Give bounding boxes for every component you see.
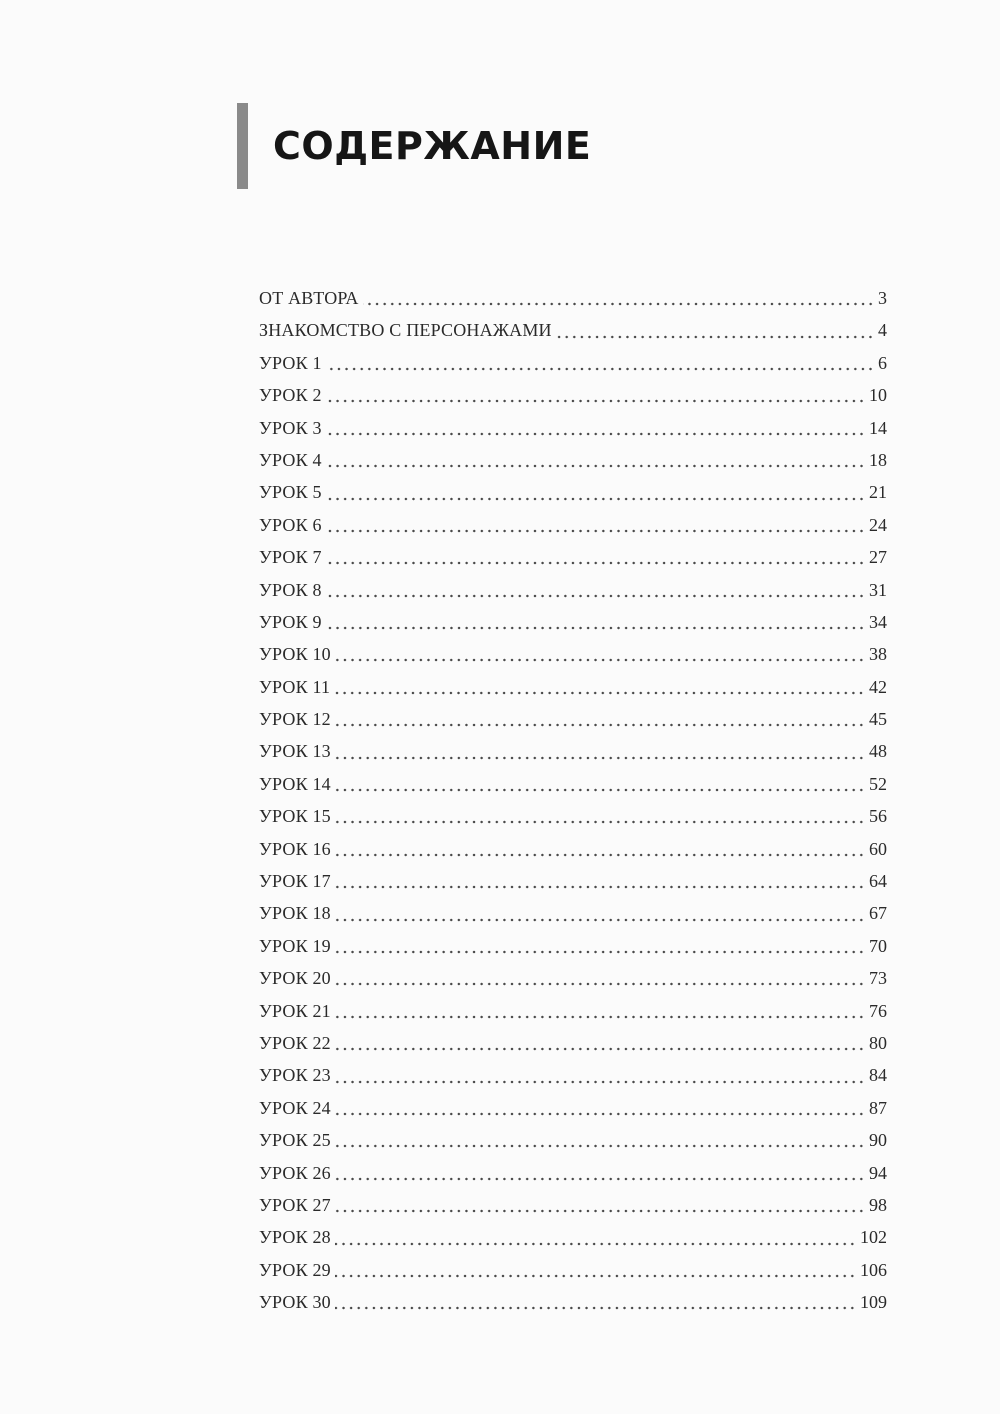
toc-dot-leader <box>335 1274 856 1278</box>
toc-entry-page-number: 18 <box>869 449 887 470</box>
toc-entry-page-number: 76 <box>869 1000 887 1021</box>
toc-entry-page-number: 34 <box>869 611 887 632</box>
toc-entry-title: ЗНАКОМСТВО С ПЕРСОНАЖАМИ <box>259 320 552 341</box>
toc-entry-title: УРОК 9 <box>259 611 322 632</box>
toc-entry-page-number: 31 <box>869 579 887 600</box>
toc-entry-page-number: 84 <box>869 1065 887 1086</box>
toc-entry[interactable] <box>259 574 887 606</box>
toc-entry[interactable] <box>259 1189 887 1221</box>
toc-entry-title: УРОК 23 <box>259 1065 331 1086</box>
toc-entry-page-number: 70 <box>869 935 887 956</box>
toc-entry-page-number: 52 <box>869 773 887 794</box>
toc-dot-leader <box>326 529 865 533</box>
toc-dot-leader <box>335 918 865 922</box>
toc-entry-title: ОТ АВТОРА <box>259 288 359 308</box>
toc-entry-title: УРОК 29 <box>259 1259 331 1280</box>
toc-entry-page-number: 64 <box>869 871 887 892</box>
toc-entry-page-number: 80 <box>869 1032 887 1053</box>
toc-dot-leader <box>335 723 865 727</box>
toc-dot-leader <box>326 432 865 436</box>
toc-dot-leader <box>335 885 865 889</box>
toc-entry-title: УРОК 26 <box>259 1162 331 1183</box>
toc-entry-title: УРОК 27 <box>259 1194 331 1215</box>
toc-dot-leader <box>335 1242 856 1246</box>
toc-entry-page-number: 67 <box>869 903 887 924</box>
toc-dot-leader <box>335 1209 865 1213</box>
toc-entry-page-number: 109 <box>860 1292 887 1313</box>
toc-entry-page-number: 21 <box>869 482 887 503</box>
toc-entry-title: УРОК 13 <box>259 741 331 762</box>
toc-entry-title: УРОК 21 <box>259 1000 331 1021</box>
toc-entry[interactable] <box>259 412 887 444</box>
toc-entry[interactable] <box>259 995 887 1027</box>
toc-entry-title: УРОК 12 <box>259 709 331 730</box>
toc-entry[interactable] <box>259 930 887 962</box>
toc-entry[interactable] <box>259 314 887 346</box>
toc-entry-title: УРОК 18 <box>259 903 331 924</box>
toc-entry[interactable] <box>259 509 887 541</box>
toc-entry[interactable] <box>259 1221 887 1253</box>
toc-entry-title: УРОК 24 <box>259 1097 331 1118</box>
toc-entry-title: УРОК 4 <box>259 449 322 470</box>
toc-entry-page-number: 56 <box>869 806 887 827</box>
toc-entry-page-number: 90 <box>869 1130 887 1151</box>
toc-entry-title: УРОК 3 <box>259 417 322 438</box>
toc-dot-leader <box>363 302 874 306</box>
toc-entry-page-number: 60 <box>869 838 887 859</box>
toc-entry-page-number: 42 <box>869 676 887 697</box>
toc-dot-leader <box>335 658 865 662</box>
toc-entry[interactable] <box>259 1286 887 1318</box>
toc-dot-leader <box>335 1015 865 1019</box>
toc-entry-page-number: 38 <box>869 644 887 665</box>
toc-entry[interactable] <box>259 962 887 994</box>
toc-entry-page-number: 94 <box>869 1162 887 1183</box>
toc-entry-title: УРОК 20 <box>259 968 331 989</box>
toc-dot-leader <box>326 561 865 565</box>
toc-dot-leader <box>335 1306 856 1310</box>
toc-entry-title: УРОК 16 <box>259 838 331 859</box>
toc-entry[interactable] <box>259 671 887 703</box>
toc-dot-leader <box>335 756 865 760</box>
toc-dot-leader <box>335 1112 865 1116</box>
toc-dot-leader <box>335 950 865 954</box>
toc-entry-title: УРОК 22 <box>259 1032 331 1053</box>
toc-entry-title: УРОК 10 <box>259 644 331 665</box>
toc-entry[interactable] <box>259 897 887 929</box>
toc-dot-leader <box>335 820 865 824</box>
toc-entry-page-number: 24 <box>869 514 887 535</box>
toc-entry-title: УРОК 15 <box>259 806 331 827</box>
toc-entry[interactable] <box>259 1254 887 1286</box>
toc-dot-leader <box>326 594 865 598</box>
toc-dot-leader <box>335 1080 865 1084</box>
toc-entry[interactable] <box>259 1157 887 1189</box>
toc-entry[interactable] <box>259 444 887 476</box>
toc-entry-page-number: 3 <box>878 288 887 308</box>
toc-entry-title: УРОК 19 <box>259 935 331 956</box>
toc-entry[interactable] <box>259 768 887 800</box>
toc-entry-page-number: 102 <box>860 1227 887 1248</box>
page-title: СОДЕРЖАНИЕ <box>273 124 592 168</box>
toc-dot-leader <box>556 335 874 339</box>
toc-entry[interactable] <box>259 379 887 411</box>
toc-dot-leader <box>326 399 865 403</box>
toc-entry-page-number: 106 <box>860 1259 887 1280</box>
toc-entry[interactable] <box>259 282 887 314</box>
toc-entry-title: УРОК 7 <box>259 547 322 568</box>
toc-entry[interactable] <box>259 735 887 767</box>
toc-entry-page-number: 27 <box>869 547 887 568</box>
toc-dot-leader <box>335 788 865 792</box>
toc-entry[interactable] <box>259 1059 887 1091</box>
toc-entry[interactable] <box>259 541 887 573</box>
toc-dot-leader <box>334 691 865 695</box>
toc-entry[interactable] <box>259 638 887 670</box>
toc-entry[interactable] <box>259 800 887 832</box>
toc-entry-title: УРОК 30 <box>259 1292 331 1313</box>
toc-dot-leader <box>335 853 865 857</box>
toc-entry[interactable] <box>259 476 887 508</box>
toc-entry[interactable] <box>259 833 887 865</box>
toc-entry-page-number: 10 <box>869 385 887 406</box>
toc-dot-leader <box>335 1047 865 1051</box>
toc-entry-title: УРОК 11 <box>259 676 331 697</box>
toc-entry-page-number: 73 <box>869 968 887 989</box>
toc-entry[interactable] <box>259 865 887 897</box>
toc-dot-leader <box>335 982 865 986</box>
toc-entry-title: УРОК 8 <box>259 579 322 600</box>
toc-entry-title: УРОК 17 <box>259 871 331 892</box>
toc-dot-leader <box>326 367 874 371</box>
toc-entry[interactable] <box>259 347 887 379</box>
toc-dot-leader <box>326 626 865 630</box>
toc-entry-page-number: 87 <box>869 1097 887 1118</box>
toc-entry[interactable] <box>259 1092 887 1124</box>
toc-entry-title: УРОК 1 <box>259 352 322 373</box>
toc-entry-title: УРОК 6 <box>259 514 322 535</box>
toc-entry[interactable] <box>259 606 887 638</box>
toc-dot-leader <box>335 1144 865 1148</box>
toc-entry-page-number: 4 <box>878 320 887 341</box>
toc-entry-title: УРОК 5 <box>259 482 322 503</box>
toc-entry-title: УРОК 25 <box>259 1130 331 1151</box>
heading-accent-bar <box>237 103 248 189</box>
toc-entry[interactable] <box>259 1124 887 1156</box>
toc-entry-title: УРОК 28 <box>259 1227 331 1248</box>
toc-entry-title: УРОК 2 <box>259 385 322 406</box>
toc-entry-title: УРОК 14 <box>259 773 331 794</box>
toc-dot-leader <box>335 1177 865 1181</box>
toc-entry-page-number: 6 <box>878 352 887 373</box>
toc-entry-page-number: 14 <box>869 417 887 438</box>
toc-dot-leader <box>326 497 865 501</box>
toc-entry-page-number: 48 <box>869 741 887 762</box>
toc-entry[interactable] <box>259 703 887 735</box>
toc-dot-leader <box>326 464 865 468</box>
toc-entry[interactable] <box>259 1027 887 1059</box>
table-of-contents <box>259 282 887 1319</box>
toc-entry-page-number: 98 <box>869 1194 887 1215</box>
toc-entry-page-number: 45 <box>869 709 887 730</box>
